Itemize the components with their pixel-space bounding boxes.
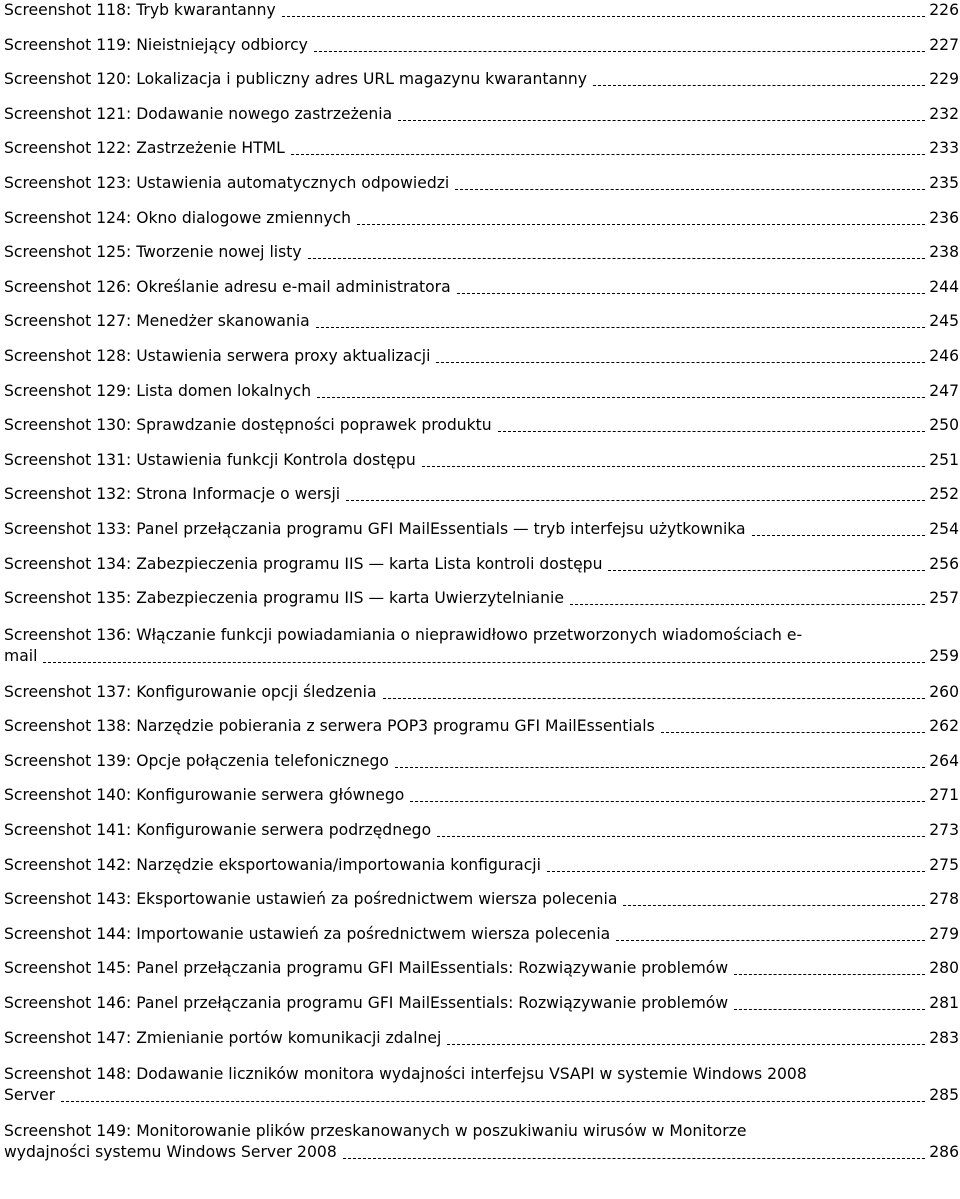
toc-entry[interactable] bbox=[4, 277, 959, 312]
dot-leader bbox=[291, 154, 925, 155]
toc-entry-page-number: 281 bbox=[929, 994, 959, 1013]
toc-entry-page-number: 285 bbox=[929, 1086, 959, 1105]
toc-entry-label: Screenshot 132: Strona Informacje o wersji bbox=[4, 485, 341, 504]
table-of-figures bbox=[4, 0, 959, 1178]
toc-entry-page-number: 279 bbox=[929, 924, 959, 943]
toc-entry[interactable] bbox=[4, 311, 959, 346]
toc-entry-label: Screenshot 121: Dodawanie nowego zastrzeżenia bbox=[4, 104, 393, 123]
toc-entry[interactable] bbox=[4, 682, 959, 717]
toc-entry[interactable] bbox=[4, 0, 959, 35]
toc-entry[interactable] bbox=[4, 958, 959, 993]
toc-entry-label-line2: mail bbox=[4, 646, 38, 665]
dot-leader bbox=[422, 466, 925, 467]
dot-leader bbox=[43, 662, 925, 663]
toc-entry[interactable] bbox=[4, 1028, 959, 1063]
toc-entry[interactable] bbox=[4, 751, 959, 786]
toc-entry-label: Screenshot 135: Zabezpieczenia programu IIS — karta Uwierzytelnianie bbox=[4, 589, 564, 608]
toc-entry-label: Screenshot 140: Konfigurowanie serwera głównego bbox=[4, 786, 405, 805]
toc-entry-page-number: 226 bbox=[929, 1, 959, 19]
toc-entry-page-number: 264 bbox=[929, 751, 959, 770]
dot-leader bbox=[498, 431, 926, 432]
toc-entry[interactable] bbox=[4, 415, 959, 450]
toc-entry-label: Screenshot 119: Nieistniejący odbiorcy bbox=[4, 35, 308, 54]
toc-entry-page-number: 257 bbox=[929, 589, 959, 608]
toc-entry-label: Screenshot 120: Lokalizacja i publiczny adres URL magazynu kwarantanny bbox=[4, 70, 588, 89]
toc-entry-label: Screenshot 129: Lista domen lokalnych bbox=[4, 381, 312, 400]
dot-leader bbox=[547, 871, 925, 872]
toc-entry[interactable] bbox=[4, 889, 959, 924]
toc-entry-label-line1: Screenshot 149: Monitorowanie plików przeskanowanych w poszukiwaniu wirusów w Monitorze bbox=[4, 1122, 747, 1141]
dot-leader bbox=[61, 1101, 925, 1102]
dot-leader bbox=[457, 293, 926, 294]
toc-entry-label: Screenshot 144: Importowanie ustawień za pośrednictwem wiersza polecenia bbox=[4, 924, 611, 943]
toc-entry-label: Screenshot 143: Eksportowanie ustawień za pośrednictwem wiersza polecenia bbox=[4, 890, 618, 909]
toc-entry-label: Screenshot 134: Zabezpieczenia programu IIS — karta Lista kontroli dostępu bbox=[4, 554, 603, 573]
toc-entry-label: Screenshot 139: Opcje połączenia telefonicznego bbox=[4, 751, 389, 770]
toc-entry-label: Screenshot 130: Sprawdzanie dostępności poprawek produktu bbox=[4, 416, 492, 435]
dot-leader bbox=[395, 767, 925, 768]
toc-entry-page-number: 227 bbox=[929, 35, 959, 54]
toc-entry-page-number: 229 bbox=[929, 70, 959, 89]
toc-entry-label: Screenshot 126: Określanie adresu e-mail administratora bbox=[4, 277, 451, 296]
toc-entry-label-line2: wydajności systemu Windows Server 2008 bbox=[4, 1143, 337, 1162]
toc-entry-page-number: 245 bbox=[929, 312, 959, 331]
dot-leader bbox=[282, 16, 925, 17]
dot-leader bbox=[661, 732, 925, 733]
toc-entry[interactable] bbox=[4, 1121, 959, 1176]
dot-leader bbox=[357, 224, 925, 225]
toc-entry-label: Screenshot 147: Zmienianie portów komunikacji zdalnej bbox=[4, 1028, 442, 1047]
dot-leader bbox=[437, 836, 925, 837]
toc-entry-label-line1: Screenshot 148: Dodawanie liczników monitora wydajności interfejsu VSAPI w systemie Windows 2008 bbox=[4, 1065, 807, 1084]
dot-leader bbox=[623, 905, 925, 906]
dot-leader bbox=[410, 801, 925, 802]
toc-entry-label: Screenshot 118: Tryb kwarantanny bbox=[4, 1, 276, 19]
toc-entry-page-number: 233 bbox=[929, 139, 959, 158]
toc-entry[interactable] bbox=[4, 1064, 959, 1119]
toc-entry-page-number: 238 bbox=[929, 243, 959, 262]
toc-entry-page-number: 271 bbox=[929, 786, 959, 805]
toc-entry[interactable] bbox=[4, 785, 959, 820]
toc-entry[interactable] bbox=[4, 554, 959, 589]
toc-entry[interactable] bbox=[4, 855, 959, 890]
toc-entry[interactable] bbox=[4, 820, 959, 855]
toc-entry-label-line2: Server bbox=[4, 1086, 56, 1105]
toc-entry[interactable] bbox=[4, 346, 959, 381]
dot-leader bbox=[570, 604, 925, 605]
toc-entry-page-number: 256 bbox=[929, 554, 959, 573]
toc-entry-page-number: 259 bbox=[929, 646, 959, 665]
toc-entry[interactable] bbox=[4, 519, 959, 554]
toc-entry-label: Screenshot 137: Konfigurowanie opcji śledzenia bbox=[4, 682, 377, 701]
toc-entry-page-number: 251 bbox=[929, 450, 959, 469]
dot-leader bbox=[383, 698, 926, 699]
toc-entry[interactable] bbox=[4, 716, 959, 751]
toc-entry[interactable] bbox=[4, 381, 959, 416]
dot-leader bbox=[308, 258, 926, 259]
toc-entry-page-number: 286 bbox=[929, 1143, 959, 1162]
toc-entry[interactable] bbox=[4, 242, 959, 277]
toc-entry[interactable] bbox=[4, 588, 959, 623]
toc-entry-page-number: 275 bbox=[929, 855, 959, 874]
dot-leader bbox=[398, 120, 925, 121]
dot-leader bbox=[616, 940, 925, 941]
toc-entry-page-number: 250 bbox=[929, 416, 959, 435]
dot-leader bbox=[317, 397, 925, 398]
toc-entry-page-number: 232 bbox=[929, 104, 959, 123]
toc-entry-label: Screenshot 122: Zastrzeżenie HTML bbox=[4, 139, 285, 158]
toc-entry-label: Screenshot 123: Ustawienia automatycznych odpowiedzi bbox=[4, 173, 450, 192]
dot-leader bbox=[346, 500, 925, 501]
toc-entry-page-number: 235 bbox=[929, 173, 959, 192]
toc-entry-page-number: 283 bbox=[929, 1028, 959, 1047]
dot-leader bbox=[316, 327, 926, 328]
toc-entry-page-number: 280 bbox=[929, 959, 959, 978]
toc-entry-label: Screenshot 128: Ustawienia serwera proxy aktualizacji bbox=[4, 346, 431, 365]
toc-entry[interactable] bbox=[4, 208, 959, 243]
dot-leader bbox=[734, 1009, 925, 1010]
toc-entry-page-number: 247 bbox=[929, 381, 959, 400]
toc-entry-label: Screenshot 138: Narzędzie pobierania z serwera POP3 programu GFI MailEssentials bbox=[4, 717, 655, 736]
toc-entry[interactable] bbox=[4, 35, 959, 70]
toc-entry[interactable] bbox=[4, 138, 959, 173]
dot-leader bbox=[436, 362, 925, 363]
toc-entry-label: Screenshot 141: Konfigurowanie serwera podrzędnego bbox=[4, 821, 432, 840]
toc-entry[interactable] bbox=[4, 450, 959, 485]
toc-entry-page-number: 236 bbox=[929, 208, 959, 227]
dot-leader bbox=[447, 1044, 925, 1045]
dot-leader bbox=[734, 974, 925, 975]
toc-entry-page-number: 262 bbox=[929, 717, 959, 736]
dot-leader bbox=[314, 51, 925, 52]
toc-entry-page-number: 244 bbox=[929, 277, 959, 296]
toc-entry-page-number: 278 bbox=[929, 890, 959, 909]
toc-entry-label-line1: Screenshot 136: Włączanie funkcji powiadamiania o nieprawidłowo przetworzonych wiadomościach e- bbox=[4, 625, 803, 644]
toc-entry-page-number: 260 bbox=[929, 682, 959, 701]
dot-leader bbox=[752, 535, 926, 536]
toc-entry-label: Screenshot 146: Panel przełączania programu GFI MailEssentials: Rozwiązywanie problemów bbox=[4, 994, 729, 1013]
toc-entry[interactable] bbox=[4, 625, 959, 680]
toc-entry-label: Screenshot 127: Menedżer skanowania bbox=[4, 312, 310, 331]
toc-entry-label: Screenshot 133: Panel przełączania programu GFI MailEssentials — tryb interfejsu użytkownika bbox=[4, 519, 746, 538]
toc-entry[interactable] bbox=[4, 104, 959, 139]
toc-entry-page-number: 252 bbox=[929, 485, 959, 504]
toc-entry[interactable] bbox=[4, 69, 959, 104]
toc-entry-page-number: 246 bbox=[929, 346, 959, 365]
toc-entry-page-number: 273 bbox=[929, 821, 959, 840]
toc-entry-label: Screenshot 145: Panel przełączania programu GFI MailEssentials: Rozwiązywanie problemów bbox=[4, 959, 729, 978]
toc-entry[interactable] bbox=[4, 173, 959, 208]
dot-leader bbox=[343, 1158, 925, 1159]
toc-entry[interactable] bbox=[4, 484, 959, 519]
toc-entry-label: Screenshot 131: Ustawienia funkcji Kontrola dostępu bbox=[4, 450, 416, 469]
dot-leader bbox=[455, 189, 925, 190]
toc-entry-label: Screenshot 124: Okno dialogowe zmiennych bbox=[4, 208, 352, 227]
toc-entry-label: Screenshot 142: Narzędzie eksportowania/importowania konfiguracji bbox=[4, 855, 541, 874]
dot-leader bbox=[593, 85, 925, 86]
toc-entry-page-number: 254 bbox=[929, 519, 959, 538]
toc-entry[interactable] bbox=[4, 924, 959, 959]
toc-entry-label: Screenshot 125: Tworzenie nowej listy bbox=[4, 243, 302, 262]
dot-leader bbox=[608, 570, 925, 571]
toc-entry[interactable] bbox=[4, 993, 959, 1028]
